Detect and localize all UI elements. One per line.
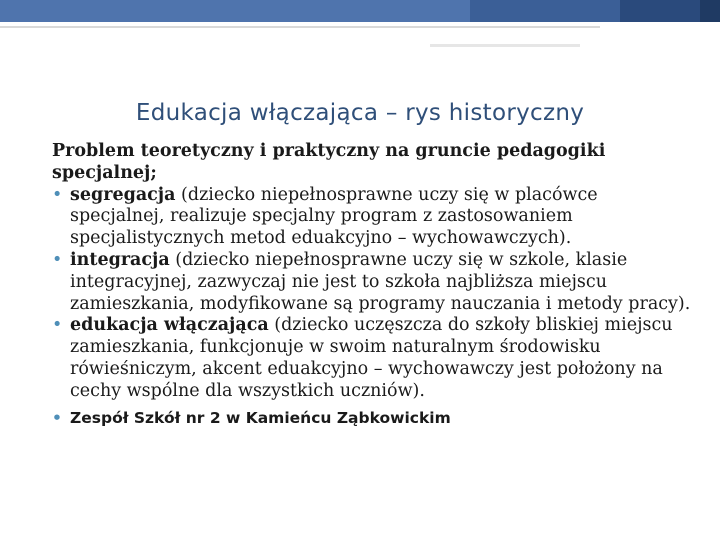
slide-title: Edukacja włączająca – rys historyczny xyxy=(135,100,585,126)
list-item xyxy=(52,250,692,315)
list-item xyxy=(52,315,692,402)
slide-content xyxy=(52,141,692,429)
list-item xyxy=(52,185,692,250)
item-term: edukacja włączająca xyxy=(70,315,269,336)
decor-bar xyxy=(470,0,620,22)
decor-bar xyxy=(700,0,720,22)
decor-bar xyxy=(620,0,700,22)
bullet-icon: • xyxy=(52,184,63,205)
item-term: segregacja xyxy=(70,184,176,205)
decor-line xyxy=(0,26,600,28)
top-decor-band xyxy=(0,0,720,38)
bullet-icon: • xyxy=(52,315,63,336)
item-desc: (dziecko niepełnosprawne uczy się w szkole, klasie integracyjnej, zazwyczaj nie jest to szkoła najbliższa miejscu zamieszkania, modyfikowane są programy nauczania i metody pracy). xyxy=(70,249,691,314)
footer-item-text: Zespół Szkół nr 2 w Kamieńcu Ząbkowickim xyxy=(70,408,451,427)
bullet-icon: • xyxy=(52,249,63,270)
item-desc: (dziecko niepełnosprawne uczy się w placówce specjalnej, realizuje specjalny program z zastosowaniem specjalistycznych metod eduakcyjno – wychowawczych). xyxy=(70,184,598,249)
list-item xyxy=(52,408,692,430)
item-desc: (dziecko uczęszcza do szkoły bliskiej miejscu zamieszkania, funkcjonuje w swoim naturalnym środowisku rówieśniczym, akcent eduakcyjno – wychowawczy jest położony na cechy wspólne dla wszystkich uczniów). xyxy=(70,315,673,401)
decor-bar xyxy=(0,0,470,22)
bullet-list xyxy=(52,185,692,430)
item-term: integracja xyxy=(70,249,170,270)
bullet-icon: • xyxy=(52,408,62,427)
decor-line xyxy=(430,44,580,47)
intro-text: Problem teoretyczny i praktyczny na gruncie pedagogiki specjalnej; xyxy=(52,141,606,183)
